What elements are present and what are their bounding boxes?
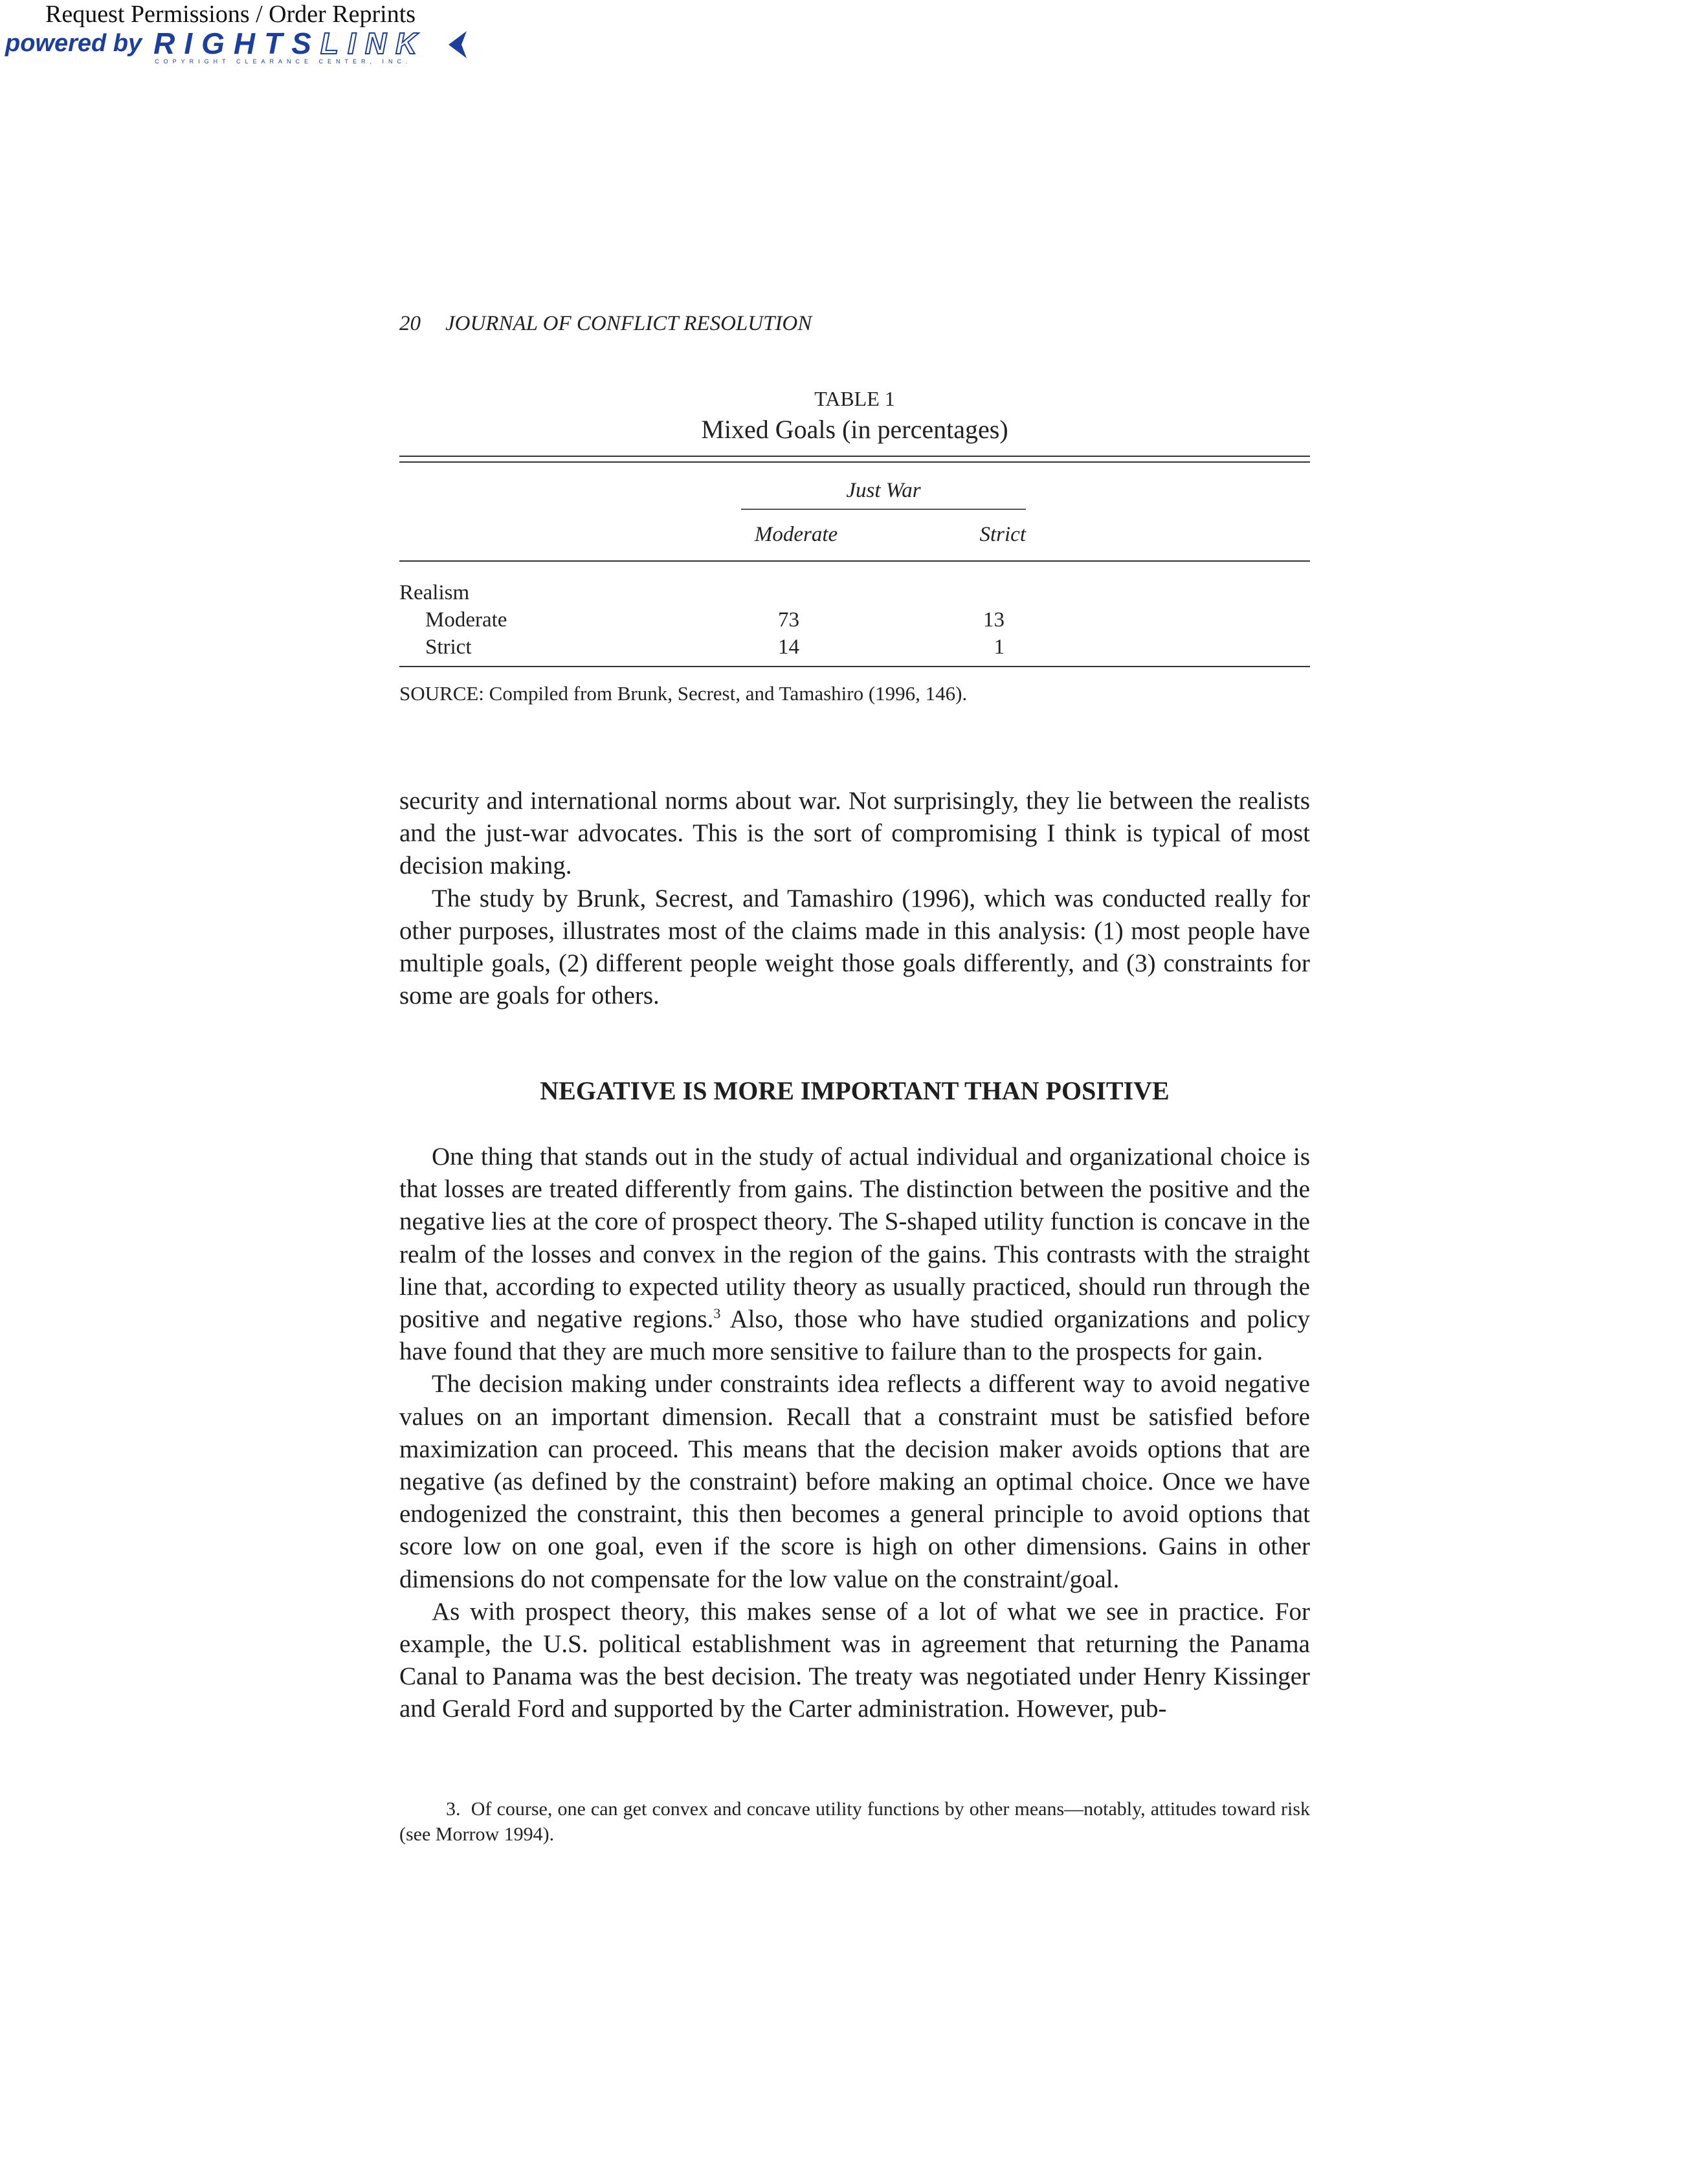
footnote-ref[interactable]: 3 xyxy=(713,1305,721,1322)
column-spanner: Just War xyxy=(846,479,921,502)
body-block-2 xyxy=(399,1141,1310,1726)
footnote xyxy=(399,1796,1310,1847)
table-row-label: Strict xyxy=(425,635,472,659)
table-label: TABLE 1 xyxy=(814,387,895,410)
running-head xyxy=(399,312,812,336)
logo-rights-text: RIGHTS xyxy=(153,27,320,60)
logo-link-text: LINK xyxy=(320,27,427,60)
paragraph: security and international norms about war. Not surprisingly, they lie between the realists and the just-war advocates. This is the sort of compromising I think is typical of most decision making. xyxy=(399,787,1310,880)
row-group-label: Realism xyxy=(399,581,470,604)
table-cell: 1 xyxy=(994,635,1005,659)
column-header-strict: Strict xyxy=(979,523,1026,546)
rightslink-arrow-icon xyxy=(443,28,469,61)
table-bottom-rule xyxy=(399,666,1310,667)
journal-title: JOURNAL OF CONFLICT RESOLUTION xyxy=(445,312,812,335)
rightslink-logo xyxy=(153,27,426,65)
rightslink-banner[interactable] xyxy=(5,27,426,65)
table-cell: 13 xyxy=(983,608,1005,632)
table-source-note: SOURCE: Compiled from Brunk, Secrest, and Tamashiro (1996, 146). xyxy=(399,682,968,705)
paragraph: The study by Brunk, Secrest, and Tamashiro (1996), which was conducted really for other purposes, illustrates most of the claims made in this analysis: (1) most people have multiple goals, (2) different people weight those goals differently, and (3) constraints for some are goals for others. xyxy=(399,884,1310,1010)
footnote-number: 3. xyxy=(446,1798,461,1820)
footnote-text: Of course, one can get convex and concave utility functions by other means—notably, attitudes toward risk (see Morrow 1994). xyxy=(399,1798,1311,1845)
column-header-moderate: Moderate xyxy=(754,523,838,546)
table-top-rule-2 xyxy=(399,461,1310,463)
body-block-1 xyxy=(399,785,1310,1012)
table-title: Mixed Goals (in percentages) xyxy=(701,415,1008,444)
powered-by-label: powered by xyxy=(5,30,142,57)
page-number: 20 xyxy=(399,312,421,335)
paragraph: One thing that stands out in the study of actual individual and organizational choice is that losses are treated differently from gains. The distinction between the positive and the negative lies at the core of prospect theory. The S-shaped utility function is concave in the realm of the losses and convex in the region of the gains. This contrasts with the straight line that, according to expected utility theory as usually practiced, should run through the positive and negative regions.$^3$ Also, those who have studied organizations and policy have found that they are much more sensitive to failure than to the prospects for gain. xyxy=(399,1143,1311,1366)
table-row-label: Moderate xyxy=(425,608,507,632)
table-header-rule xyxy=(399,560,1310,562)
table-top-rule-1 xyxy=(399,456,1310,457)
section-heading: NEGATIVE IS MORE IMPORTANT THAN POSITIVE xyxy=(540,1076,1170,1105)
request-permissions-link[interactable]: Request Permissions / Order Reprints xyxy=(45,1,416,28)
paragraph: As with prospect theory, this makes sense of a lot of what we see in practice. For example, the U.S. political establishment was in agreement that returning the Panama Canal to Panama was the best decision. The treaty was negotiated under Henry Kissinger and Gerald Ford and supported by the Carter administration. However, pub- xyxy=(399,1597,1310,1723)
logo-subtext: COPYRIGHT CLEARANCE CENTER, INC. xyxy=(155,58,412,65)
table-cell: 73 xyxy=(778,608,799,632)
table-cell: 14 xyxy=(778,635,799,659)
paragraph: The decision making under constraints idea reflects a different way to avoid negative values on an important dimension. Recall that a constraint must be satisfied before maximization can proceed. This means that the decision maker avoids options that are negative (as defined by the constraint) before making an optimal choice. Once we have endogenized the constraint, this then becomes a general principle to avoid options that score low on one goal, even if the score is high on other dimensions. Gains in other dimensions do not compensate for the low value on the constraint/goal. xyxy=(399,1370,1310,1593)
spanner-rule xyxy=(741,509,1026,510)
